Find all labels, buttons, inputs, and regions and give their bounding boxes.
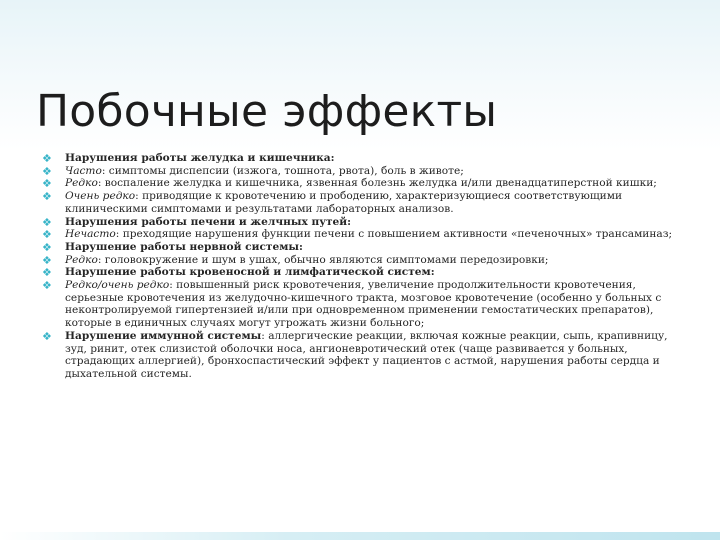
diamond-bullet-icon: ❖ — [42, 228, 52, 242]
diamond-bullet-icon: ❖ — [42, 329, 52, 343]
bullet-item — [42, 279, 682, 330]
frequency-label: Редко — [65, 253, 98, 266]
diamond-bullet-icon: ❖ — [42, 152, 52, 165]
item-text: : воспаление желудка и кишечника, язвенная болезнь желудка и/или двенадцатиперстной кишки; — [97, 177, 657, 190]
section-heading: Нарушения работы печени и желчных путей: — [65, 215, 352, 228]
item-text: : аллергические реакции, включая кожные реакции, сыпь, крапивницу, зуд, ринит, отек слизистой оболочки носа, ангионевротический отек (чаще развивается у больных, страдающих аллергией), бронхоспастический эффект у пациентов с астмой, нарушения работы сердца и дыхательной системы. — [65, 329, 668, 380]
frequency-label: Редко/очень редко — [65, 279, 170, 292]
frequency-label: Очень редко — [65, 190, 136, 203]
diamond-bullet-icon: ❖ — [42, 164, 52, 178]
diamond-bullet-icon: ❖ — [42, 253, 52, 267]
section-heading: Нарушение работы нервной системы: — [65, 240, 303, 253]
diamond-bullet-icon: ❖ — [42, 190, 52, 204]
bullet-item — [42, 177, 682, 190]
diamond-bullet-icon: ❖ — [42, 177, 52, 191]
bullet-item — [42, 241, 682, 254]
slide-title: Побочные эффекты — [36, 86, 498, 137]
diamond-bullet-icon: ❖ — [42, 240, 52, 254]
section-heading: Нарушение работы кровеносной и лимфатической систем: — [65, 266, 435, 279]
item-text: : преходящие нарушения функции печени с повышением активности «печеночных» трансаминаз; — [115, 228, 673, 241]
frequency-label: Часто — [65, 164, 102, 177]
bullet-item — [42, 228, 682, 241]
frequency-label: Нечасто — [65, 228, 116, 241]
diamond-bullet-icon: ❖ — [42, 215, 52, 229]
bullet-item — [42, 190, 682, 215]
bullet-item — [42, 165, 682, 178]
item-text: : головокружение и шум в ушах, обычно являются симптомами передозировки; — [97, 253, 549, 266]
frequency-label: Редко — [65, 177, 98, 190]
bullet-item — [42, 266, 682, 279]
bullet-list — [42, 152, 682, 381]
diamond-bullet-icon: ❖ — [42, 279, 52, 293]
diamond-bullet-icon: ❖ — [42, 266, 52, 280]
bullet-item — [42, 254, 682, 267]
item-text: : приводящие к кровотечению и прободению, характеризующиеся соответствующими клиническими симптомами и результатами лабораторных анализов. — [65, 190, 623, 215]
item-text: : симптомы диспепсии (изжога, тошнота, рвота), боль в животе; — [101, 164, 464, 177]
slide-footer-band — [0, 532, 720, 540]
bullet-item — [42, 330, 682, 381]
bullet-item — [42, 152, 682, 165]
item-text: : повышенный риск кровотечения, увеличение продолжительности кровотечения, серьезные кровотечения из желудочно-кишечного тракта, мозговое кровотечение (особенно у больных с неконтролируемой гипертензией и/или при одновременном применении гемостатических препаратов), которые в единичных случаях могут угрожать жизни больного; — [65, 279, 662, 330]
section-heading: Нарушения работы желудка и кишечника: — [65, 152, 335, 164]
bullet-item — [42, 216, 682, 229]
section-heading: Нарушение иммунной системы — [65, 329, 262, 342]
